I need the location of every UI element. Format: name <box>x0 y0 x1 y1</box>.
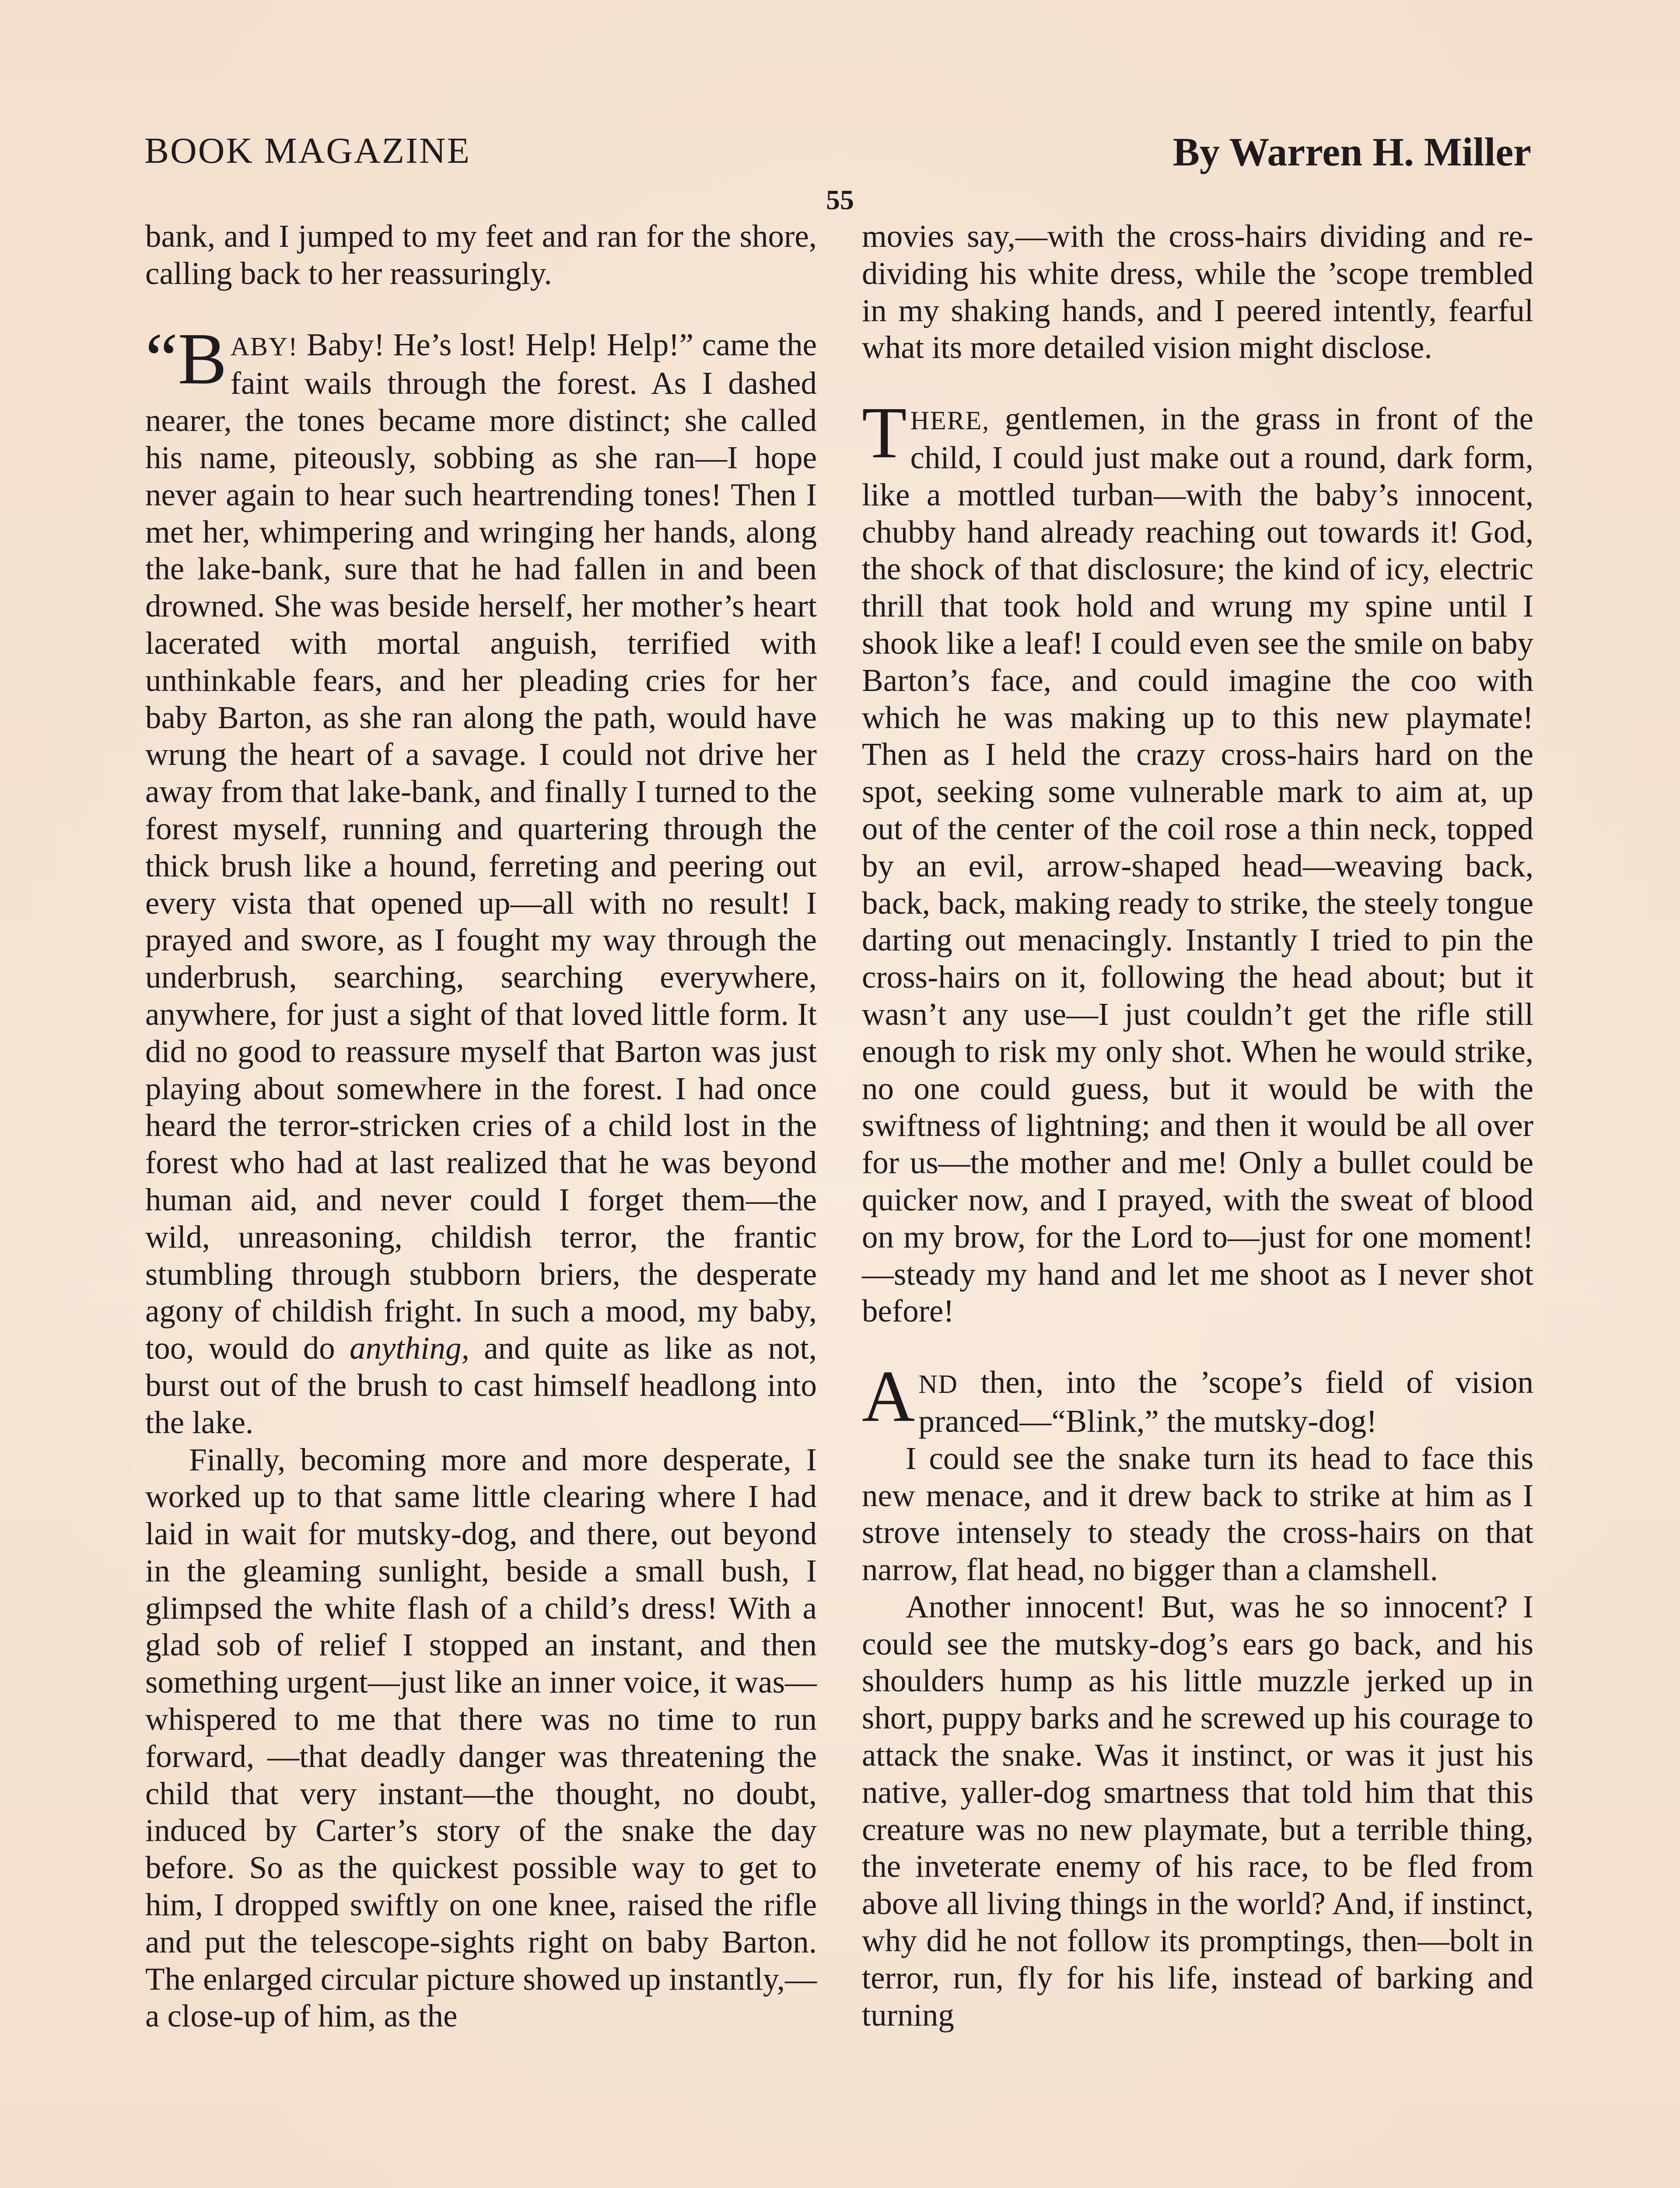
paragraph: I could see the snake turn its head to face this new menace, and it drew back to strike at him as I strove intensely to steady the cross-hairs on that narrow, flat head, no bigger than a clamshell. <box>862 1440 1533 1588</box>
paragraph <box>145 318 817 1441</box>
italic-text: anything, <box>350 1330 469 1366</box>
drop-cap: A <box>862 1356 915 1438</box>
right-column <box>862 218 1533 2034</box>
paragraph: bank, and I jumped to my feet and ran for the shore, calling back to her reassuringly. <box>145 218 817 291</box>
paragraph <box>862 392 1533 1330</box>
left-column <box>145 218 817 2035</box>
small-caps-lead: ND <box>918 1370 958 1399</box>
paragraph-text: gentlemen, in the grass in front of the child, I could just make out a round, dark form, like a mottled turban—with the baby’s innocent, chubby hand already reaching out towards it! God, the shock of that disclosure; the kind of icy, electric thrill that took hold and wrung my spine until I shook like a leaf! I could even see the smile on baby Barton’s face, and could imagine the coo with which he was making up to this new playmate! Then as I held the crazy cross-hairs hard on the spot, seeking some vulnerable mark to aim at, up out of the center of the coil rose a thin neck, topped by an evil, arrow-shaped head—weaving back, back, back, making ready to strike, the steely tongue darting out menacingly. Instantly I tried to pin the cross-hairs on it, following the head about; but it wasn’t any use—I just couldn’t get the rifle still enough to risk my only shot. When he would strike, no one could guess, but it would be with the swiftness of lightning; and then it would be all over for us—the mother and me! Only a bullet could be quicker now, and I prayed, with the sweat of blood on my brow, for the Lord to—just for one moment!—steady my hand and let me shoot as I never shot before! <box>862 401 1533 1329</box>
author-byline: By Warren H. Miller <box>1172 130 1531 174</box>
paragraph-text: then, into the ’scope’s field of vision pranced—“Blink,” the mutsky-dog! <box>918 1364 1533 1439</box>
paragraph-text: and quite as like as not, burst out of the brush to cast himself headlong into the lake. <box>145 1330 817 1440</box>
small-caps-lead: HERE, <box>910 406 990 435</box>
paragraph <box>862 1356 1533 1440</box>
paragraph: movies say,—with the cross-hairs dividing and re-dividing his white dress, while the ’scope trembled in my shaking hands, and I peered intently, fearful what its more detailed vision might disclose. <box>862 218 1533 365</box>
opening-quote: “ <box>145 318 178 400</box>
small-caps-lead: ABY! <box>230 332 298 361</box>
drop-cap-letter: B <box>178 318 227 400</box>
drop-cap <box>145 318 231 400</box>
page-number: 55 <box>826 184 854 215</box>
paragraph-text: Baby! He’s lost! Help! Help!” came the faint wails through the forest. As I dashed nearer, the tones became more distinct; she called his name, piteously, sobbing as she ran—I hope never again to hear such heartrending tones! Then I met her, whimpering and wringing her hands, along the lake-bank, sure that he had fallen in and been drowned. She was beside herself, her mother’s heart lacerated with mortal anguish, terrified with unthinkable fears, and her pleading cries for her baby Barton, as she ran along the path, would have wrung the heart of a savage. I could not drive her away from that lake-bank, and finally I turned to the forest myself, running and quartering through the thick brush like a hound, ferreting and peering out every vista that opened up—all with no result! I prayed and swore, as I fought my way through the underbrush, searching, searching everywhere, anywhere, for just a sight of that loved little form. It did no good to reassure myself that Barton was just playing about somewhere in the forest. I had once heard the terror-stricken cries of a child lost in the forest who had at last realized that he was beyond human aid, and never could I forget them—the wild, unreasoning, childish terror, the frantic stumbling through stubborn briers, the desperate agony of childish fright. In such a mood, my baby, too, would do <box>145 326 817 1366</box>
magazine-title: BOOK MAGAZINE <box>144 130 471 171</box>
paragraph: Another innocent! But, was he so innocent? I could see the mutsky-dog’s ears go back, and his shoulders hump as his little muzzle jerked up in short, puppy barks and he screwed up his courage to attack the snake. Was it instinct, or was it just his native, yaller-dog smartness that told him that this creature was no new playmate, but a terrible thing, the inveterate enemy of his race, to be fled from above all living things in the world? And, if instinct, why did he not follow its promptings, then—bolt in terror, run, fly for his life, instead of barking and turning <box>862 1588 1533 2033</box>
drop-cap: T <box>862 392 907 474</box>
paragraph: Finally, becoming more and more desperate, I worked up to that same little clearing where I had laid in wait for mutsky-dog, and there, out beyond in the gleaming sunlight, beside a small bush, I glimpsed the white flash of a child’s dress! With a glad sob of relief I stopped an instant, and then something urgent—just like an inner voice, it was—whispered to me that there was no time to run forward, —that deadly danger was threatening the child that very instant—the thought, no doubt, induced by Carter’s story of the snake the day before. So as the quickest possible way to get to him, I dropped swiftly on one knee, raised the rifle and put the telescope-sights right on baby Barton. The enlarged circular picture showed up instantly,—a close-up of him, as the <box>145 1441 817 2034</box>
